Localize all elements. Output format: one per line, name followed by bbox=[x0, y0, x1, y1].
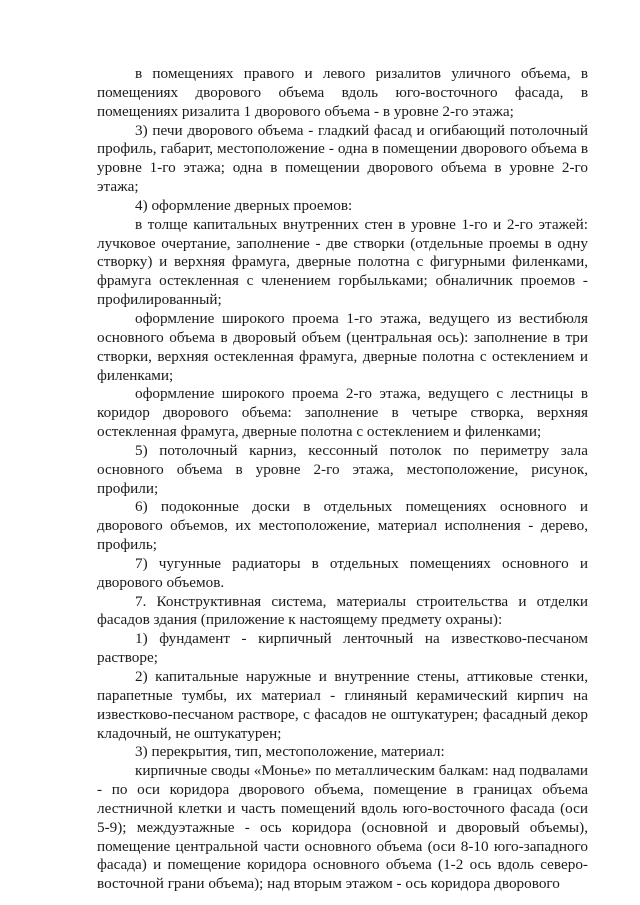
paragraph-wide-opening-second-floor: оформление широкого проема 2-го этажа, ведущего с лестницы в коридор дворового объема: заполнение в четыре створка, верхняя остекленная фрамуга, дверные полотна с остеклением и филенками; bbox=[97, 385, 588, 441]
document-page bbox=[97, 65, 588, 894]
paragraph-ceiling-cornice: 5) потолочный карниз, кессонный потолок по периметру зала основного объема в уровне 2-го этажа, местоположение, рисунок, профили; bbox=[97, 441, 588, 497]
paragraph-door-openings-walls: в толще капитальных внутренних стен в уровне 1-го и 2-го этажей: лучковое очертание, заполнение - две створки (отдельные проемы в одну створку) и верхняя фрамуга, дверные полотна с фигурными филенками, фрамуга остекленная с членением горбыльками; обналичник проемов - профилированный; bbox=[97, 215, 588, 309]
paragraph-risalit-rooms: в помещениях правого и левого ризалитов уличного объема, в помещениях дворового объема вдоль юго-восточного фасада, в помещениях ризалита 1 дворового объема - в уровне 2-го этажа; bbox=[97, 65, 588, 120]
paragraph-structural-system: 7. Конструктивная система, материалы строительства и отделки фасадов здания (приложение к настоящему предмету охраны): bbox=[97, 592, 588, 629]
paragraph-walls: 2) капитальные наружные и внутренние стены, аттиковые стенки, парапетные тумбы, их материал - глиняный керамический кирпич на известково-песчаном растворе, с фасадов не оштукатурен; фасадный декор кладочный, не оштукатурен; bbox=[97, 668, 588, 742]
paragraph-stoves: 3) печи дворового объема - гладкий фасад и огибающий потолочный профиль, габарит, местоположение - одна в помещении дворового объема в уровне 1-го этажа; одна в помещении дворового объема в уровне 2-го этажа; bbox=[97, 121, 588, 196]
paragraph-wide-opening-first-floor: оформление широкого проема 1-го этажа, ведущего из вестибюля основного объема в дворовый объем (центральная ось): заполнение в три створки, верхняя остекленная фрамуга, дверные полотна с остеклением и филенками; bbox=[97, 309, 588, 384]
paragraph-window-sills: 6) подоконные доски в отдельных помещениях основного и дворового объемов, их местоположение, материал исполнения - дерево, профиль; bbox=[97, 498, 588, 554]
paragraph-floors-heading: 3) перекрытия, тип, местоположение, материал: bbox=[135, 743, 445, 761]
paragraph-foundation: 1) фундамент - кирпичный ленточный на известково-песчаном растворе; bbox=[97, 630, 588, 667]
paragraph-door-openings-heading: 4) оформление дверных проемов: bbox=[135, 196, 353, 214]
paragraph-radiators: 7) чугунные радиаторы в отдельных помещениях основного и дворового объемов. bbox=[97, 554, 588, 591]
paragraph-monier-vaults: кирпичные своды «Монье» по металлическим балкам: над подвалами - по оси коридора дворового объема, помещение в границах объема лестничной клетки и часть помещений вдоль юго-восточного фасада (оси 5-9); междуэтажные - ось коридора (основной и дворовый объемы), помещение центральной части основного объема (оси 8-10 юго-западного фасада) и помещение коридора основного объема (1-2 ось вдоль северо-восточной грани объема); над вторым этажом - ось коридора дворового bbox=[97, 762, 588, 893]
